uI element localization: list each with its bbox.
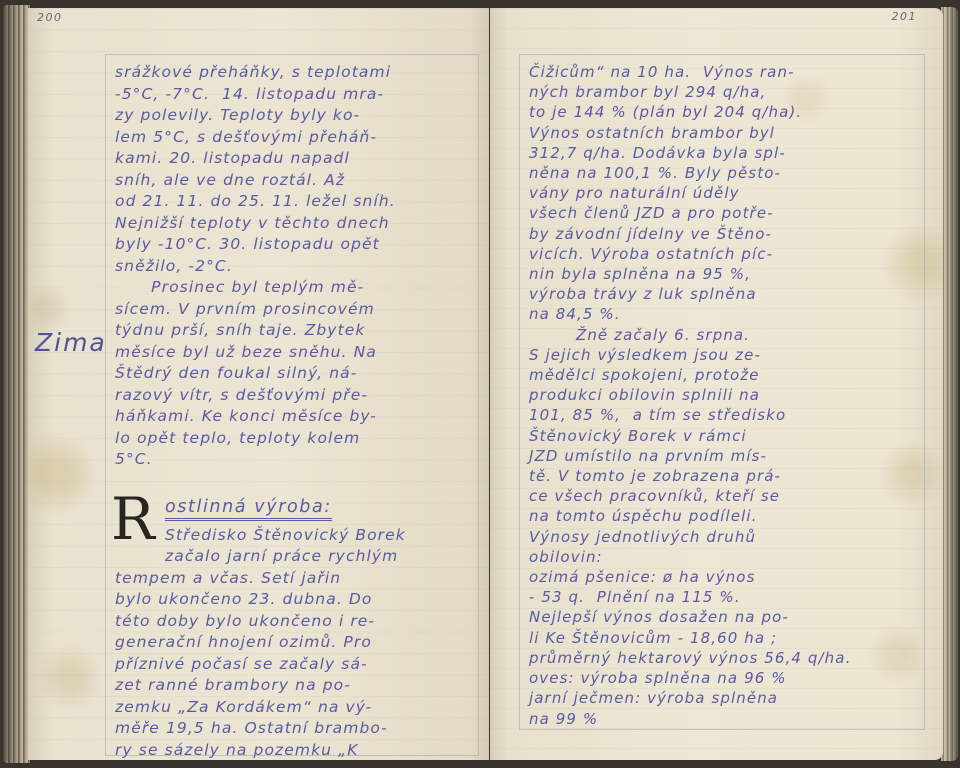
crop-production-paragraph bbox=[115, 525, 474, 762]
weather-paragraph bbox=[115, 62, 474, 471]
page-number-right: 201 bbox=[891, 10, 917, 23]
handwritten-line: sněžilo, -2°C. bbox=[115, 256, 233, 275]
handwritten-line: ozimá pšenice: ø ha výnos bbox=[529, 568, 756, 587]
handwritten-line: Středisko Štěnovický Borek bbox=[165, 525, 406, 544]
handwritten-line: bylo ukončeno 23. dubna. Do bbox=[115, 590, 373, 608]
handwritten-line: byly -10°C. 30. listopadu opět bbox=[115, 235, 380, 253]
handwritten-line: Nejlepší výnos dosažen na po- bbox=[529, 608, 789, 627]
page-right bbox=[490, 8, 943, 760]
handwritten-line: vány pro naturální úděly bbox=[529, 184, 740, 203]
handwritten-line: srážkové přeháňky, s teplotami bbox=[115, 63, 392, 81]
handwritten-line: Výnosy jednotlivých druhů bbox=[529, 527, 757, 546]
harvest-results-paragraph bbox=[529, 62, 920, 729]
text-block-left bbox=[105, 54, 479, 759]
handwritten-line: ce všech pracovníků, kteří se bbox=[529, 487, 781, 506]
handwritten-line: Štědrý den foukal silný, ná- bbox=[115, 364, 358, 382]
handwritten-line: měsíce byl už beze sněhu. Na bbox=[115, 342, 377, 361]
handwritten-line: 312,7 q/ha. Dodávka byla spl- bbox=[529, 143, 786, 162]
handwritten-line: výroba trávy z luk splněna bbox=[529, 285, 757, 304]
handwritten-line: na 84,5 %. bbox=[529, 305, 621, 324]
handwritten-line: zemku „Za Kordákem“ na vý- bbox=[115, 697, 373, 716]
handwritten-line: sníh, ale ve dne roztál. Až bbox=[115, 170, 346, 189]
handwritten-line: příznivé počasí se začaly sá- bbox=[115, 654, 368, 673]
handwritten-line: této doby bylo ukončeno i re- bbox=[115, 611, 376, 630]
handwritten-line: by závodní jídelny ve Štěno- bbox=[529, 224, 773, 243]
handwritten-line: S jejich výsledkem jsou ze- bbox=[529, 345, 761, 364]
handwritten-line: týdnu prší, sníh taje. Zbytek bbox=[115, 321, 366, 339]
handwritten-line: Čižicům“ na 10 ha. Výnos ran- bbox=[529, 63, 795, 81]
handwritten-line: průměrný hektarový výnos 56,4 q/ha. bbox=[529, 648, 852, 667]
handwritten-line: obilovin: bbox=[529, 547, 603, 566]
handwritten-line: kami. 20. listopadu napadl bbox=[115, 149, 350, 167]
handwritten-line: lem 5°C, s dešťovými přeháň- bbox=[115, 127, 378, 146]
margin-note-zima: Zima bbox=[35, 328, 107, 357]
handwritten-line: háňkami. Ke konci měsíce by- bbox=[115, 407, 377, 425]
initial-letter-R: R bbox=[111, 484, 155, 553]
handwritten-line: zet ranné brambory na po- bbox=[115, 676, 351, 694]
book-page-edges-left bbox=[3, 5, 30, 763]
handwritten-line: tempem a včas. Setí jařin bbox=[115, 568, 342, 587]
handwritten-line: vicích. Výroba ostatních píc- bbox=[529, 244, 774, 263]
handwritten-line: razový vítr, s dešťovými pře- bbox=[115, 385, 369, 404]
book-page-edges-right bbox=[941, 7, 958, 761]
handwritten-line: oves: výroba splněna na 96 % bbox=[529, 669, 787, 688]
handwritten-line: 5°C. bbox=[115, 450, 153, 468]
handwritten-line: - 53 q. Plnění na 115 %. bbox=[529, 588, 741, 607]
page-number-left: 200 bbox=[37, 11, 63, 24]
handwritten-line: generační hnojení ozimů. Pro bbox=[115, 633, 372, 651]
text-block-right bbox=[519, 54, 925, 730]
handwritten-line: JZD umístilo na prvním mís- bbox=[529, 446, 768, 465]
section-heading-label: ostlinná výroba: bbox=[165, 497, 332, 521]
handwritten-line: sícem. V prvním prosincovém bbox=[115, 299, 375, 318]
handwritten-line: Prosinec byl teplým mě- bbox=[115, 278, 365, 296]
handwritten-line: jarní ječmen: výroba splněna bbox=[529, 689, 779, 708]
handwritten-line: ry se sázely na pozemku „K bbox=[115, 740, 359, 759]
handwritten-line: Nejnižší teploty v těchto dnech bbox=[115, 213, 390, 232]
handwritten-line: mědělci spokojeni, protože bbox=[529, 366, 760, 385]
handwritten-line: Štěnovický Borek v rámci bbox=[529, 426, 747, 445]
handwritten-line: -5°C, -7°C. 14. listopadu mra- bbox=[115, 84, 385, 103]
handwritten-line: zy polevily. Teploty byly ko- bbox=[115, 106, 361, 124]
handwritten-line: nin byla splněna na 95 %, bbox=[529, 265, 752, 284]
handwritten-line: tě. V tomto je zobrazena prá- bbox=[529, 467, 782, 486]
handwritten-line: li Ke Štěnovicům - 18,60 ha ; bbox=[529, 628, 778, 647]
handwritten-line: na 99 % bbox=[529, 709, 599, 728]
handwritten-line: to je 144 % (plán byl 204 q/ha). bbox=[529, 103, 803, 122]
handwritten-line: od 21. 11. do 25. 11. ležel sníh. bbox=[115, 192, 396, 210]
page-left bbox=[28, 8, 489, 760]
handwritten-line: Výnos ostatních brambor byl bbox=[529, 123, 775, 142]
handwritten-line: začalo jarní práce rychlým bbox=[165, 547, 399, 565]
handwritten-line: měře 19,5 ha. Ostatní brambo- bbox=[115, 719, 388, 737]
handwritten-line: všech členů JZD a pro potře- bbox=[529, 204, 774, 223]
handwritten-line: něna na 100,1 %. Byly pěsto- bbox=[529, 164, 781, 183]
handwritten-line: produkci obilovin splnili na bbox=[529, 386, 761, 405]
handwritten-line: 101, 85 %, a tím se středisko bbox=[529, 406, 787, 425]
handwritten-line: ných brambor byl 294 q/ha, bbox=[529, 83, 767, 102]
handwritten-line: na tomto úspěchu podíleli. bbox=[529, 507, 758, 526]
handwritten-line: Žně začaly 6. srpna. bbox=[529, 325, 751, 344]
handwritten-line: lo opět teplo, teploty kolem bbox=[115, 428, 361, 447]
